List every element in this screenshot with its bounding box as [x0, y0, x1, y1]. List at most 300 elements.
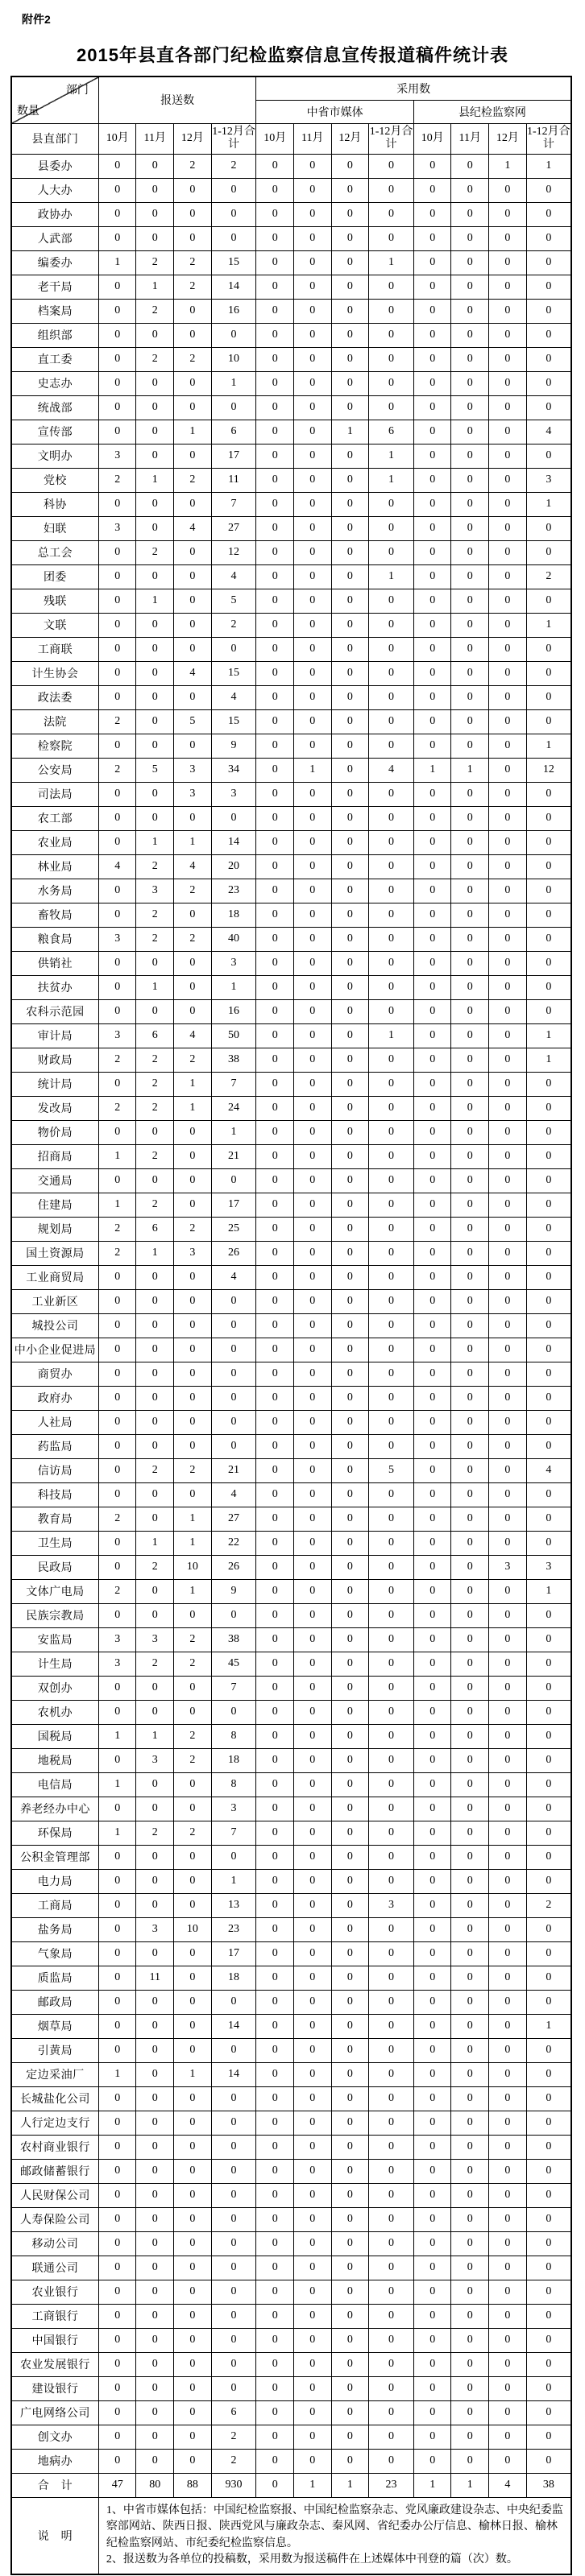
value-cell: 0: [331, 1362, 369, 1386]
value-cell: 0: [136, 806, 174, 830]
value-cell: 0: [451, 2449, 489, 2473]
value-cell: 0: [526, 1241, 571, 1265]
value-cell: 0: [211, 2352, 256, 2376]
value-cell: 0: [136, 2280, 174, 2304]
department-name: 公安局: [11, 758, 98, 782]
department-name: 财政局: [11, 1048, 98, 1072]
value-cell: 0: [136, 1482, 174, 1507]
value-cell: 0: [413, 178, 451, 202]
value-cell: 0: [413, 1217, 451, 1241]
value-cell: 0: [174, 395, 212, 420]
value-cell: 0: [331, 1120, 369, 1144]
value-cell: 0: [331, 564, 369, 589]
value-cell: 1: [526, 613, 571, 637]
table-row: [11, 1627, 571, 1652]
value-cell: 0: [331, 927, 369, 951]
value-cell: 0: [174, 1386, 212, 1410]
value-cell: 0: [174, 2376, 212, 2400]
value-cell: 0: [293, 1241, 331, 1265]
value-cell: 0: [211, 2328, 256, 2352]
value-cell: 0: [413, 492, 451, 516]
value-cell: 0: [526, 2086, 571, 2111]
value-cell: 0: [331, 1072, 369, 1096]
value-cell: 0: [256, 1386, 294, 1410]
value-cell: 1: [174, 1072, 212, 1096]
value-cell: 0: [293, 637, 331, 661]
table-row: [11, 2400, 571, 2425]
value-cell: 0: [451, 709, 489, 734]
value-cell: 0: [98, 2256, 136, 2280]
table-row: [11, 1748, 571, 1772]
value-cell: 0: [256, 1434, 294, 1458]
value-cell: 0: [413, 516, 451, 540]
value-cell: 0: [98, 999, 136, 1023]
value-cell: 0: [256, 951, 294, 975]
value-cell: 0: [526, 1845, 571, 1869]
value-cell: 0: [526, 2062, 571, 2086]
value-cell: 0: [451, 589, 489, 613]
value-cell: 0: [451, 1821, 489, 1845]
value-cell: 0: [369, 1241, 414, 1265]
value-cell: 0: [256, 2086, 294, 2111]
value-cell: 16: [211, 999, 256, 1023]
value-cell: 0: [331, 1821, 369, 1845]
value-cell: 0: [256, 806, 294, 830]
value-cell: 0: [451, 903, 489, 927]
value-cell: 0: [256, 661, 294, 685]
value-cell: 0: [526, 782, 571, 806]
value-cell: 0: [526, 1724, 571, 1748]
value-cell: 0: [526, 1797, 571, 1821]
value-cell: 0: [293, 275, 331, 299]
value-cell: 0: [98, 1072, 136, 1096]
value-cell: 0: [413, 1193, 451, 1217]
department-name: 工商联: [11, 637, 98, 661]
value-cell: 0: [526, 2352, 571, 2376]
value-cell: 6: [136, 1217, 174, 1241]
value-cell: 0: [451, 516, 489, 540]
table-row: [11, 830, 571, 854]
value-cell: 0: [369, 178, 414, 202]
value-cell: 6: [136, 1023, 174, 1048]
value-cell: 0: [451, 685, 489, 709]
value-cell: 0: [136, 2400, 174, 2425]
table-row: [11, 2086, 571, 2111]
value-cell: 0: [136, 1120, 174, 1144]
value-cell: 0: [526, 1869, 571, 1893]
department-name: 计生局: [11, 1652, 98, 1676]
department-name: 审计局: [11, 1023, 98, 1048]
value-cell: 0: [489, 2425, 527, 2449]
table-row: [11, 250, 571, 275]
value-cell: 0: [98, 2304, 136, 2328]
value-cell: 0: [211, 1410, 256, 1434]
department-name: 人寿保险公司: [11, 2207, 98, 2231]
value-cell: 4: [211, 1482, 256, 1507]
value-cell: 0: [413, 2256, 451, 2280]
value-cell: 40: [211, 927, 256, 951]
value-cell: 0: [451, 1579, 489, 1603]
value-cell: 0: [489, 2449, 527, 2473]
department-name: 人行定边支行: [11, 2111, 98, 2135]
value-cell: 0: [293, 2280, 331, 2304]
value-cell: 0: [369, 1168, 414, 1193]
value-cell: 2: [136, 1144, 174, 1168]
value-cell: 0: [136, 2159, 174, 2183]
value-cell: 0: [369, 1555, 414, 1579]
value-cell: 0: [526, 371, 571, 395]
value-cell: 0: [489, 1990, 527, 2014]
value-cell: 0: [526, 661, 571, 685]
value-cell: 0: [256, 1724, 294, 1748]
value-cell: 0: [526, 1313, 571, 1338]
table-row: [11, 540, 571, 564]
table-row: [11, 1120, 571, 1144]
value-cell: 0: [293, 395, 331, 420]
value-cell: 0: [211, 395, 256, 420]
value-cell: 0: [413, 806, 451, 830]
value-cell: 0: [293, 323, 331, 347]
value-cell: 1: [369, 564, 414, 589]
value-cell: 0: [136, 1289, 174, 1313]
value-cell: 0: [98, 492, 136, 516]
value-cell: 0: [331, 806, 369, 830]
value-cell: 0: [174, 1941, 212, 1966]
value-cell: 0: [293, 1821, 331, 1845]
department-name: 安监局: [11, 1627, 98, 1652]
value-cell: 2: [136, 1458, 174, 1482]
value-cell: 0: [451, 2304, 489, 2328]
value-cell: 0: [331, 275, 369, 299]
value-cell: 18: [211, 1748, 256, 1772]
value-cell: 0: [489, 1386, 527, 1410]
value-cell: 0: [451, 468, 489, 492]
value-cell: 0: [256, 2449, 294, 2473]
value-cell: 0: [293, 2183, 331, 2207]
value-cell: 17: [211, 1941, 256, 1966]
value-cell: 0: [256, 903, 294, 927]
value-cell: 0: [98, 395, 136, 420]
value-cell: 2: [174, 927, 212, 951]
value-cell: 0: [331, 1676, 369, 1700]
table-row: [11, 782, 571, 806]
value-cell: 0: [331, 758, 369, 782]
value-cell: 0: [331, 1579, 369, 1603]
value-cell: 45: [211, 1652, 256, 1676]
note-line-2: 2、报送数为各单位的投稿数，采用数为报送稿件在上述媒体中刊登的篇（次）数。: [106, 2553, 518, 2566]
diagonal-label-quantity: 数量: [17, 105, 39, 118]
value-cell: 0: [211, 202, 256, 226]
table-row: [11, 1048, 571, 1072]
column-header-month: 11月: [136, 123, 174, 154]
value-cell: 2: [174, 347, 212, 371]
value-cell: 4: [174, 661, 212, 685]
value-cell: 0: [256, 975, 294, 999]
value-cell: 0: [98, 613, 136, 637]
value-cell: 0: [451, 395, 489, 420]
value-cell: 0: [489, 1772, 527, 1797]
value-cell: 3: [369, 1893, 414, 1917]
total-row: [11, 2473, 571, 2497]
value-cell: 0: [174, 1966, 212, 1990]
value-cell: 0: [174, 2425, 212, 2449]
value-cell: 5: [211, 589, 256, 613]
value-cell: 0: [211, 323, 256, 347]
value-cell: 0: [293, 2256, 331, 2280]
value-cell: 0: [526, 2400, 571, 2425]
value-cell: 11: [136, 1966, 174, 1990]
value-cell: 0: [489, 2135, 527, 2159]
value-cell: 1: [136, 1241, 174, 1265]
value-cell: 23: [211, 1917, 256, 1941]
value-cell: 0: [451, 2400, 489, 2425]
department-name: 政府办: [11, 1386, 98, 1410]
table-row: [11, 661, 571, 685]
value-cell: 0: [256, 1845, 294, 1869]
value-cell: 0: [98, 1990, 136, 2014]
value-cell: 0: [413, 540, 451, 564]
value-cell: 0: [451, 1120, 489, 1144]
value-cell: 0: [369, 2304, 414, 2328]
value-cell: 1: [211, 1120, 256, 1144]
value-cell: 0: [174, 1144, 212, 1168]
table-row: [11, 2352, 571, 2376]
value-cell: 0: [98, 1917, 136, 1941]
value-cell: 0: [451, 1676, 489, 1700]
value-cell: 0: [293, 2135, 331, 2159]
value-cell: 5: [174, 709, 212, 734]
value-cell: 0: [331, 299, 369, 323]
value-cell: 0: [293, 1458, 331, 1482]
value-cell: 0: [174, 2207, 212, 2231]
table-row: [11, 1217, 571, 1241]
value-cell: 0: [489, 2038, 527, 2062]
value-cell: 0: [451, 2135, 489, 2159]
value-cell: 0: [489, 1821, 527, 1845]
table-row: [11, 1676, 571, 1700]
value-cell: 0: [256, 323, 294, 347]
value-cell: 2: [136, 1821, 174, 1845]
value-cell: 0: [413, 1410, 451, 1434]
value-cell: 0: [369, 2280, 414, 2304]
value-cell: 0: [293, 2425, 331, 2449]
value-cell: 0: [256, 516, 294, 540]
value-cell: 0: [98, 226, 136, 250]
value-cell: 7: [211, 492, 256, 516]
value-cell: 0: [451, 1917, 489, 1941]
value-cell: 0: [413, 685, 451, 709]
value-cell: 0: [526, 1821, 571, 1845]
value-cell: 0: [331, 2256, 369, 2280]
value-cell: 0: [451, 1217, 489, 1241]
value-cell: 0: [293, 782, 331, 806]
value-cell: 4: [98, 854, 136, 879]
value-cell: 0: [451, 1748, 489, 1772]
value-cell: 0: [98, 879, 136, 903]
value-cell: 0: [526, 2183, 571, 2207]
value-cell: 0: [526, 1748, 571, 1772]
value-cell: 0: [136, 2425, 174, 2449]
value-cell: 0: [98, 1748, 136, 1772]
value-cell: 1: [98, 1724, 136, 1748]
value-cell: 0: [451, 1458, 489, 1482]
department-name: 政法委: [11, 685, 98, 709]
value-cell: 0: [526, 323, 571, 347]
value-cell: 0: [174, 1845, 212, 1869]
value-cell: 0: [136, 2014, 174, 2038]
value-cell: 0: [293, 1772, 331, 1797]
value-cell: 0: [489, 1748, 527, 1772]
value-cell: 15: [211, 250, 256, 275]
value-cell: 0: [489, 1265, 527, 1289]
value-cell: 0: [489, 1700, 527, 1724]
value-cell: 0: [451, 1507, 489, 1531]
value-cell: 0: [174, 589, 212, 613]
value-cell: 2: [136, 854, 174, 879]
value-cell: 2: [174, 1821, 212, 1845]
value-cell: 0: [489, 879, 527, 903]
value-cell: 0: [451, 1386, 489, 1410]
value-cell: 0: [293, 685, 331, 709]
value-cell: 0: [293, 709, 331, 734]
value-cell: 0: [413, 2352, 451, 2376]
value-cell: 0: [526, 1072, 571, 1096]
value-cell: 0: [293, 1893, 331, 1917]
value-cell: 0: [526, 2111, 571, 2135]
value-cell: 0: [526, 1120, 571, 1144]
value-cell: 0: [174, 1990, 212, 2014]
department-name: 文联: [11, 613, 98, 637]
value-cell: 0: [256, 1482, 294, 1507]
value-cell: 0: [136, 1893, 174, 1917]
value-cell: 0: [293, 1603, 331, 1627]
value-cell: 0: [256, 275, 294, 299]
value-cell: 1: [526, 734, 571, 758]
value-cell: 0: [489, 540, 527, 564]
value-cell: 0: [413, 1144, 451, 1168]
value-cell: 2: [136, 1652, 174, 1676]
value-cell: 0: [293, 927, 331, 951]
value-cell: 0: [136, 782, 174, 806]
department-name: 创文办: [11, 2425, 98, 2449]
value-cell: 0: [413, 1482, 451, 1507]
table-row: [11, 589, 571, 613]
value-cell: 5: [136, 758, 174, 782]
value-cell: 0: [413, 879, 451, 903]
table-row: [11, 2425, 571, 2449]
table-row: [11, 1241, 571, 1265]
value-cell: 0: [331, 2400, 369, 2425]
value-cell: 0: [451, 2256, 489, 2280]
value-cell: 11: [211, 468, 256, 492]
value-cell: 0: [489, 951, 527, 975]
value-cell: 0: [413, 226, 451, 250]
value-cell: 0: [211, 637, 256, 661]
value-cell: 0: [211, 1338, 256, 1362]
value-cell: 0: [451, 1313, 489, 1338]
value-cell: 0: [526, 637, 571, 661]
value-cell: 0: [331, 1966, 369, 1990]
value-cell: 0: [136, 1265, 174, 1289]
value-cell: 0: [293, 2400, 331, 2425]
department-name: 交通局: [11, 1168, 98, 1193]
value-cell: 0: [211, 2183, 256, 2207]
value-cell: 1: [136, 468, 174, 492]
value-cell: 0: [451, 226, 489, 250]
value-cell: 0: [413, 1676, 451, 1700]
table-row: [11, 2280, 571, 2304]
value-cell: 0: [369, 1821, 414, 1845]
value-cell: 0: [174, 613, 212, 637]
value-cell: 0: [451, 178, 489, 202]
table-row: [11, 613, 571, 637]
value-cell: 0: [369, 854, 414, 879]
value-cell: 0: [526, 347, 571, 371]
value-cell: 0: [331, 1700, 369, 1724]
value-cell: 0: [451, 492, 489, 516]
value-cell: 0: [331, 1531, 369, 1555]
value-cell: 3: [98, 444, 136, 468]
value-cell: 0: [98, 1434, 136, 1458]
value-cell: 0: [293, 1531, 331, 1555]
value-cell: 38: [211, 1048, 256, 1072]
department-name: 农业银行: [11, 2280, 98, 2304]
value-cell: 0: [136, 1338, 174, 1362]
department-name: 农村商业银行: [11, 2135, 98, 2159]
value-cell: 0: [451, 347, 489, 371]
table-row: [11, 1386, 571, 1410]
value-cell: 0: [413, 2304, 451, 2328]
value-cell: 0: [256, 250, 294, 275]
value-cell: 0: [413, 1700, 451, 1724]
value-cell: 0: [98, 1410, 136, 1434]
value-cell: 0: [174, 564, 212, 589]
value-cell: 0: [526, 951, 571, 975]
value-cell: 0: [526, 1386, 571, 1410]
value-cell: 0: [256, 1120, 294, 1144]
department-name: 住建局: [11, 1193, 98, 1217]
value-cell: 0: [413, 1869, 451, 1893]
value-cell: 0: [369, 903, 414, 927]
value-cell: 0: [136, 1168, 174, 1193]
department-name: 团委: [11, 564, 98, 589]
value-cell: 0: [369, 1676, 414, 1700]
value-cell: 0: [293, 178, 331, 202]
value-cell: 0: [98, 1362, 136, 1386]
value-cell: 0: [369, 2425, 414, 2449]
value-cell: 0: [489, 516, 527, 540]
value-cell: 0: [369, 1869, 414, 1893]
value-cell: 4: [174, 1023, 212, 1048]
value-cell: 0: [98, 2207, 136, 2231]
value-cell: 0: [174, 1676, 212, 1700]
value-cell: 0: [174, 1313, 212, 1338]
department-name: 粮食局: [11, 927, 98, 951]
value-cell: 0: [413, 2135, 451, 2159]
value-cell: 0: [98, 323, 136, 347]
value-cell: 0: [413, 250, 451, 275]
value-cell: 0: [451, 879, 489, 903]
value-cell: 0: [331, 637, 369, 661]
value-cell: 3: [98, 516, 136, 540]
value-cell: 0: [331, 2086, 369, 2111]
table-row: [11, 2256, 571, 2280]
value-cell: 2: [136, 347, 174, 371]
value-cell: 0: [256, 1893, 294, 1917]
value-cell: 0: [293, 734, 331, 758]
value-cell: 0: [136, 661, 174, 685]
value-cell: 0: [256, 2159, 294, 2183]
